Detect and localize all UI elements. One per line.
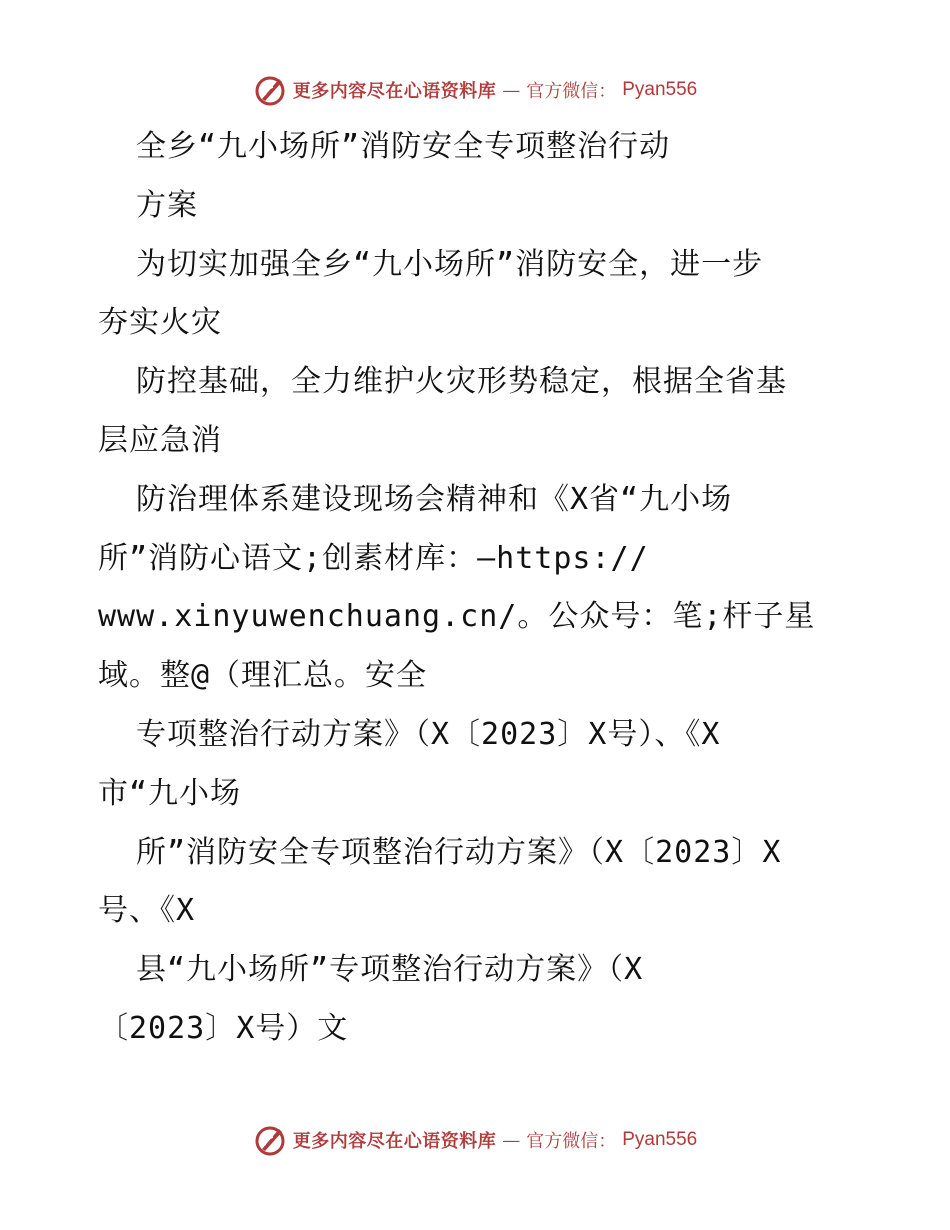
header-banner bbox=[0, 70, 950, 110]
quill-pen-logo-icon bbox=[253, 1123, 287, 1157]
document-line: 防治理体系建设现场会精神和《X省“九小场 bbox=[136, 481, 733, 517]
document-line: 〔2023〕X号）文 bbox=[98, 1010, 349, 1046]
banner-wechat-id: Pyan556 bbox=[622, 1129, 698, 1150]
document-line: 专项整治行动方案》（X〔2023〕X号）、《X bbox=[136, 716, 721, 752]
document-line: 方案 bbox=[136, 187, 198, 223]
document-line: www.xinyuwenchuang.cn/。公众号：笔;杆子星 bbox=[98, 599, 816, 635]
document-line: 层应急消 bbox=[98, 422, 222, 458]
document-line: 所”消防安全专项整治行动方案》（X〔2023〕X bbox=[136, 834, 782, 870]
banner-separator: — bbox=[502, 79, 521, 101]
quill-pen-logo-icon bbox=[253, 73, 287, 107]
footer-banner bbox=[0, 1120, 950, 1160]
banner-wechat-id: Pyan556 bbox=[622, 79, 698, 100]
document-line: 防控基础，全力维护火灾形势稳定，根据全省基 bbox=[136, 364, 787, 400]
document-line: 域。整@（理汇总。安全 bbox=[98, 658, 428, 694]
banner-wechat-label: 官方微信： bbox=[526, 1131, 617, 1152]
document-line: 所”消防心语文;创素材库：—https:// bbox=[98, 540, 649, 576]
banner-wechat-label: 官方微信： bbox=[526, 81, 617, 102]
banner-separator: — bbox=[502, 1129, 521, 1151]
document-line: 县“九小场所”专项整治行动方案》（X bbox=[136, 952, 644, 988]
document-line: 为切实加强全乡“九小场所”消防安全，进一步 bbox=[136, 246, 764, 282]
document-body bbox=[98, 118, 858, 1059]
document-line: 市“九小场 bbox=[98, 775, 242, 811]
banner-title: 更多内容尽在心语资料库 bbox=[292, 81, 497, 102]
document-line: 夯实火灾 bbox=[98, 305, 222, 341]
banner-title: 更多内容尽在心语资料库 bbox=[292, 1131, 497, 1152]
document-line: 号、《X bbox=[98, 893, 196, 929]
document-line: 全乡“九小场所”消防安全专项整治行动 bbox=[136, 129, 671, 164]
